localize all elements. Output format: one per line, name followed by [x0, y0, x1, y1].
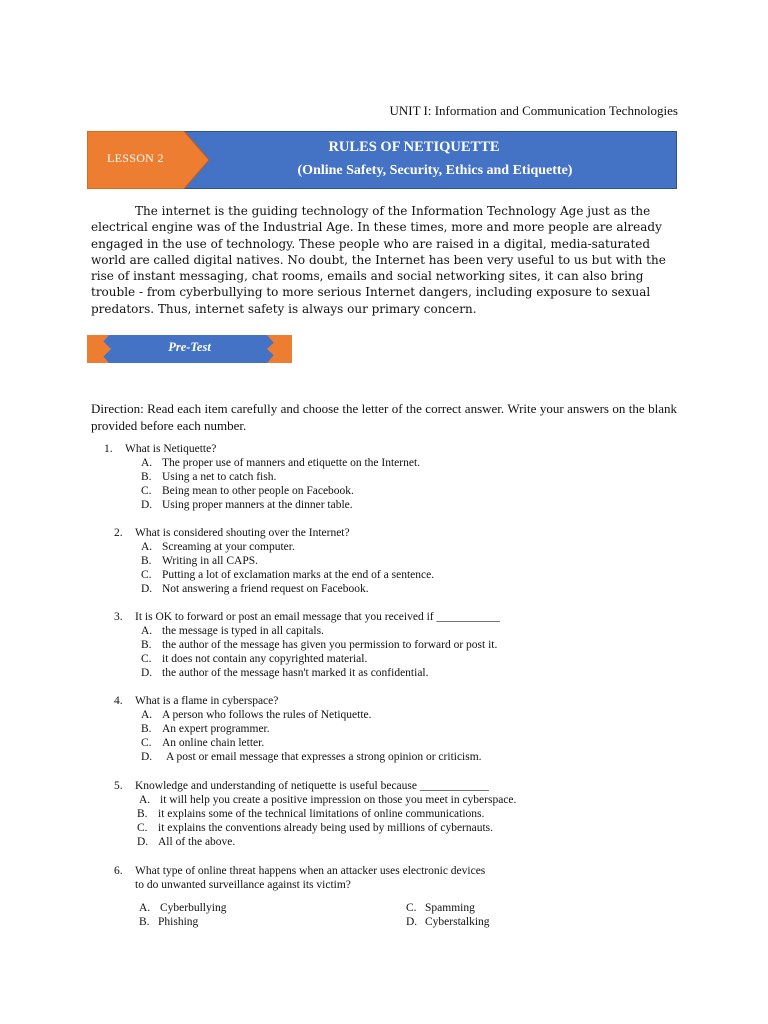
lesson-title: RULES OF NETIQUETTE — [328, 139, 500, 155]
question-text: Knowledge and understanding of netiquette is useful because ____________ — [135, 780, 489, 792]
option-2a: A. Screaming at your computer. — [141, 541, 295, 553]
lesson-tab — [87, 131, 210, 189]
direction-text: Direction: Read each item carefully and choose the letter of the correct answer. Write your answers on the blank provided before each number. — [91, 401, 677, 433]
question-text-line2: to do unwanted surveillance against its victim? — [135, 879, 351, 891]
pretest-banner — [87, 335, 292, 363]
option-1c: C. Being mean to other people on Facebook. — [141, 485, 354, 497]
option-4a: A. A person who follows the rules of Netiquette. — [141, 709, 372, 721]
option-1a: A. The proper use of manners and etiquette on the Internet. — [141, 457, 421, 469]
option-4b: B. An expert programmer. — [141, 723, 270, 735]
question-text: What type of online threat happens when an attacker uses electronic devices — [135, 865, 486, 877]
question-text: What is considered shouting over the Internet? — [135, 527, 350, 539]
option-2b: B. Writing in all CAPS. — [141, 555, 259, 567]
question-number: 3. — [114, 611, 123, 623]
option-3d: D. the author of the message hasn't marked it as confidential. — [141, 667, 429, 679]
option-5a: A. it will help you create a positive impression on those you meet in cyberspace. — [139, 794, 517, 806]
option-3a: A. the message is typed in all capitals. — [141, 625, 324, 637]
option-6d: D. Cyberstalking — [406, 916, 490, 928]
question-number: 2. — [114, 527, 123, 539]
option-6a: A. Cyberbullying — [139, 902, 227, 914]
option-1b: B. Using a net to catch fish. — [141, 471, 277, 483]
option-1d: D. Using proper manners at the dinner table. — [141, 499, 353, 511]
option-2c: C. Putting a lot of exclamation marks at the end of a sentence. — [141, 569, 435, 581]
question-text: It is OK to forward or post an email message that you received if ___________ — [135, 611, 500, 623]
lesson-label: LESSON 2 — [107, 151, 164, 165]
option-4d: D. A post or email message that expresses a strong opinion or criticism. — [141, 751, 482, 763]
question-text: What is a flame in cyberspace? — [135, 695, 279, 707]
option-5b: B. it explains some of the technical limitations of online communications. — [137, 808, 485, 820]
option-6c: C. Spamming — [406, 902, 475, 914]
lesson-subtitle: (Online Safety, Security, Ethics and Etiquette) — [297, 163, 573, 178]
unit-header: UNIT I: Information and Communication Technologies — [389, 103, 678, 118]
option-3c: C. it does not contain any copyrighted material. — [141, 653, 368, 665]
question-number: 5. — [114, 780, 123, 792]
question-text: What is Netiquette? — [125, 443, 217, 455]
option-4c: C. An online chain letter. — [141, 737, 265, 749]
option-3b: B. the author of the message has given you permission to forward or post it. — [141, 639, 498, 651]
question-number: 6. — [114, 865, 123, 877]
option-5c: C. it explains the conventions already being used by millions of cybernauts. — [137, 822, 494, 834]
option-2d: D. Not answering a friend request on Facebook. — [141, 583, 369, 595]
option-5d: D. All of the above. — [137, 836, 236, 848]
pretest-label: Pre-Test — [168, 340, 211, 354]
intro-paragraph: The internet is the guiding technology of the Information Technology Age just as the electrical engine was of the Industrial Age. In these times, more and more people are already engaged in the use of technology. These people who are raised in a digital, media-saturated world are called digital natives. No doubt, the Internet has been very useful to us but with the rise of instant messaging, chat rooms, emails and social networking sites, it can also bring trouble - from cyberbullying to more serious Internet dangers, including exposure to sexual predators. Thus, internet safety is always our primary concern. — [91, 204, 666, 316]
question-number: 4. — [114, 695, 123, 707]
option-6b: B. Phishing — [139, 916, 199, 928]
question-number: 1. — [104, 443, 113, 455]
